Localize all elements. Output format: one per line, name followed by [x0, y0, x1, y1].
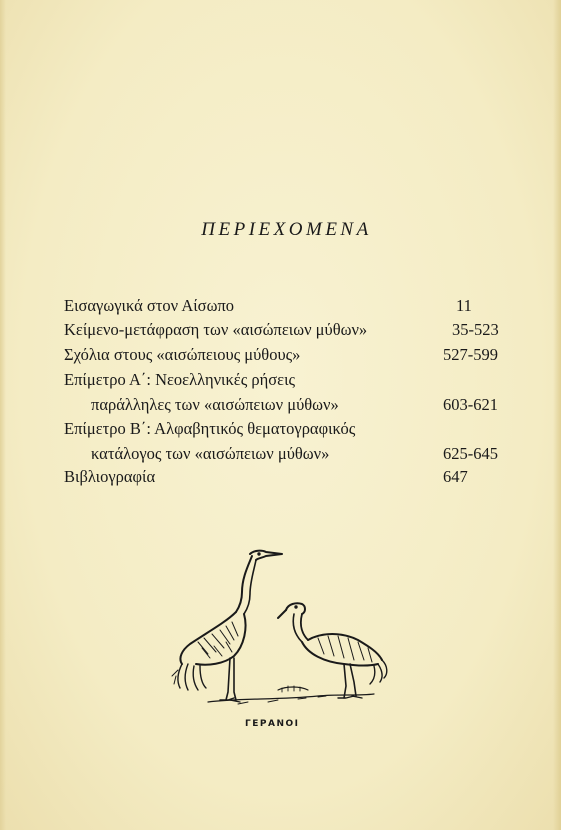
toc-page-number: 527-599 [443, 345, 498, 364]
toc-entry-introduction: Εισαγωγικά στον Αίσωπο [64, 296, 235, 315]
crane-left-drawing [172, 551, 282, 702]
toc-entry-commentary: Σχόλια στους «αισώπειους μύθους» [64, 345, 301, 364]
cranes-illustration [168, 542, 390, 714]
toc-page-number: 625-645 [443, 444, 498, 463]
illustration-caption: ΓΕΡΑΝΟΙ [245, 719, 300, 729]
toc-entry-appendix-a-continued: παράλληλες των «αισώπειων μύθων» [91, 395, 339, 414]
toc-page-number: 647 [443, 467, 468, 486]
page-title: ΠΕΡΙΕΧΟΜΕΝΑ [201, 219, 372, 240]
toc-page-number: 11 [456, 296, 472, 315]
toc-page-number: 603-621 [443, 395, 498, 414]
toc-entry-bibliography: Βιβλιογραφία [64, 467, 156, 486]
toc-entry-appendix-a: Επίμετρο Α΄: Νεοελληνικές ρήσεις [64, 370, 296, 389]
toc-entry-text-translation: Κείμενο-μετάφραση των «αισώπειων μύθων» [64, 320, 368, 339]
page-edge-shadow-right [553, 0, 561, 830]
toc-entry-appendix-b-continued: κατάλογος των «αισώπειων μύθων» [91, 444, 330, 463]
crane-right-drawing [278, 603, 387, 698]
toc-page-number: 35-523 [452, 320, 499, 339]
toc-entry-appendix-b: Επίμετρο Β΄: Αλφαβητικός θεματογραφικός [64, 419, 356, 438]
page-edge-shadow-left [0, 0, 6, 830]
